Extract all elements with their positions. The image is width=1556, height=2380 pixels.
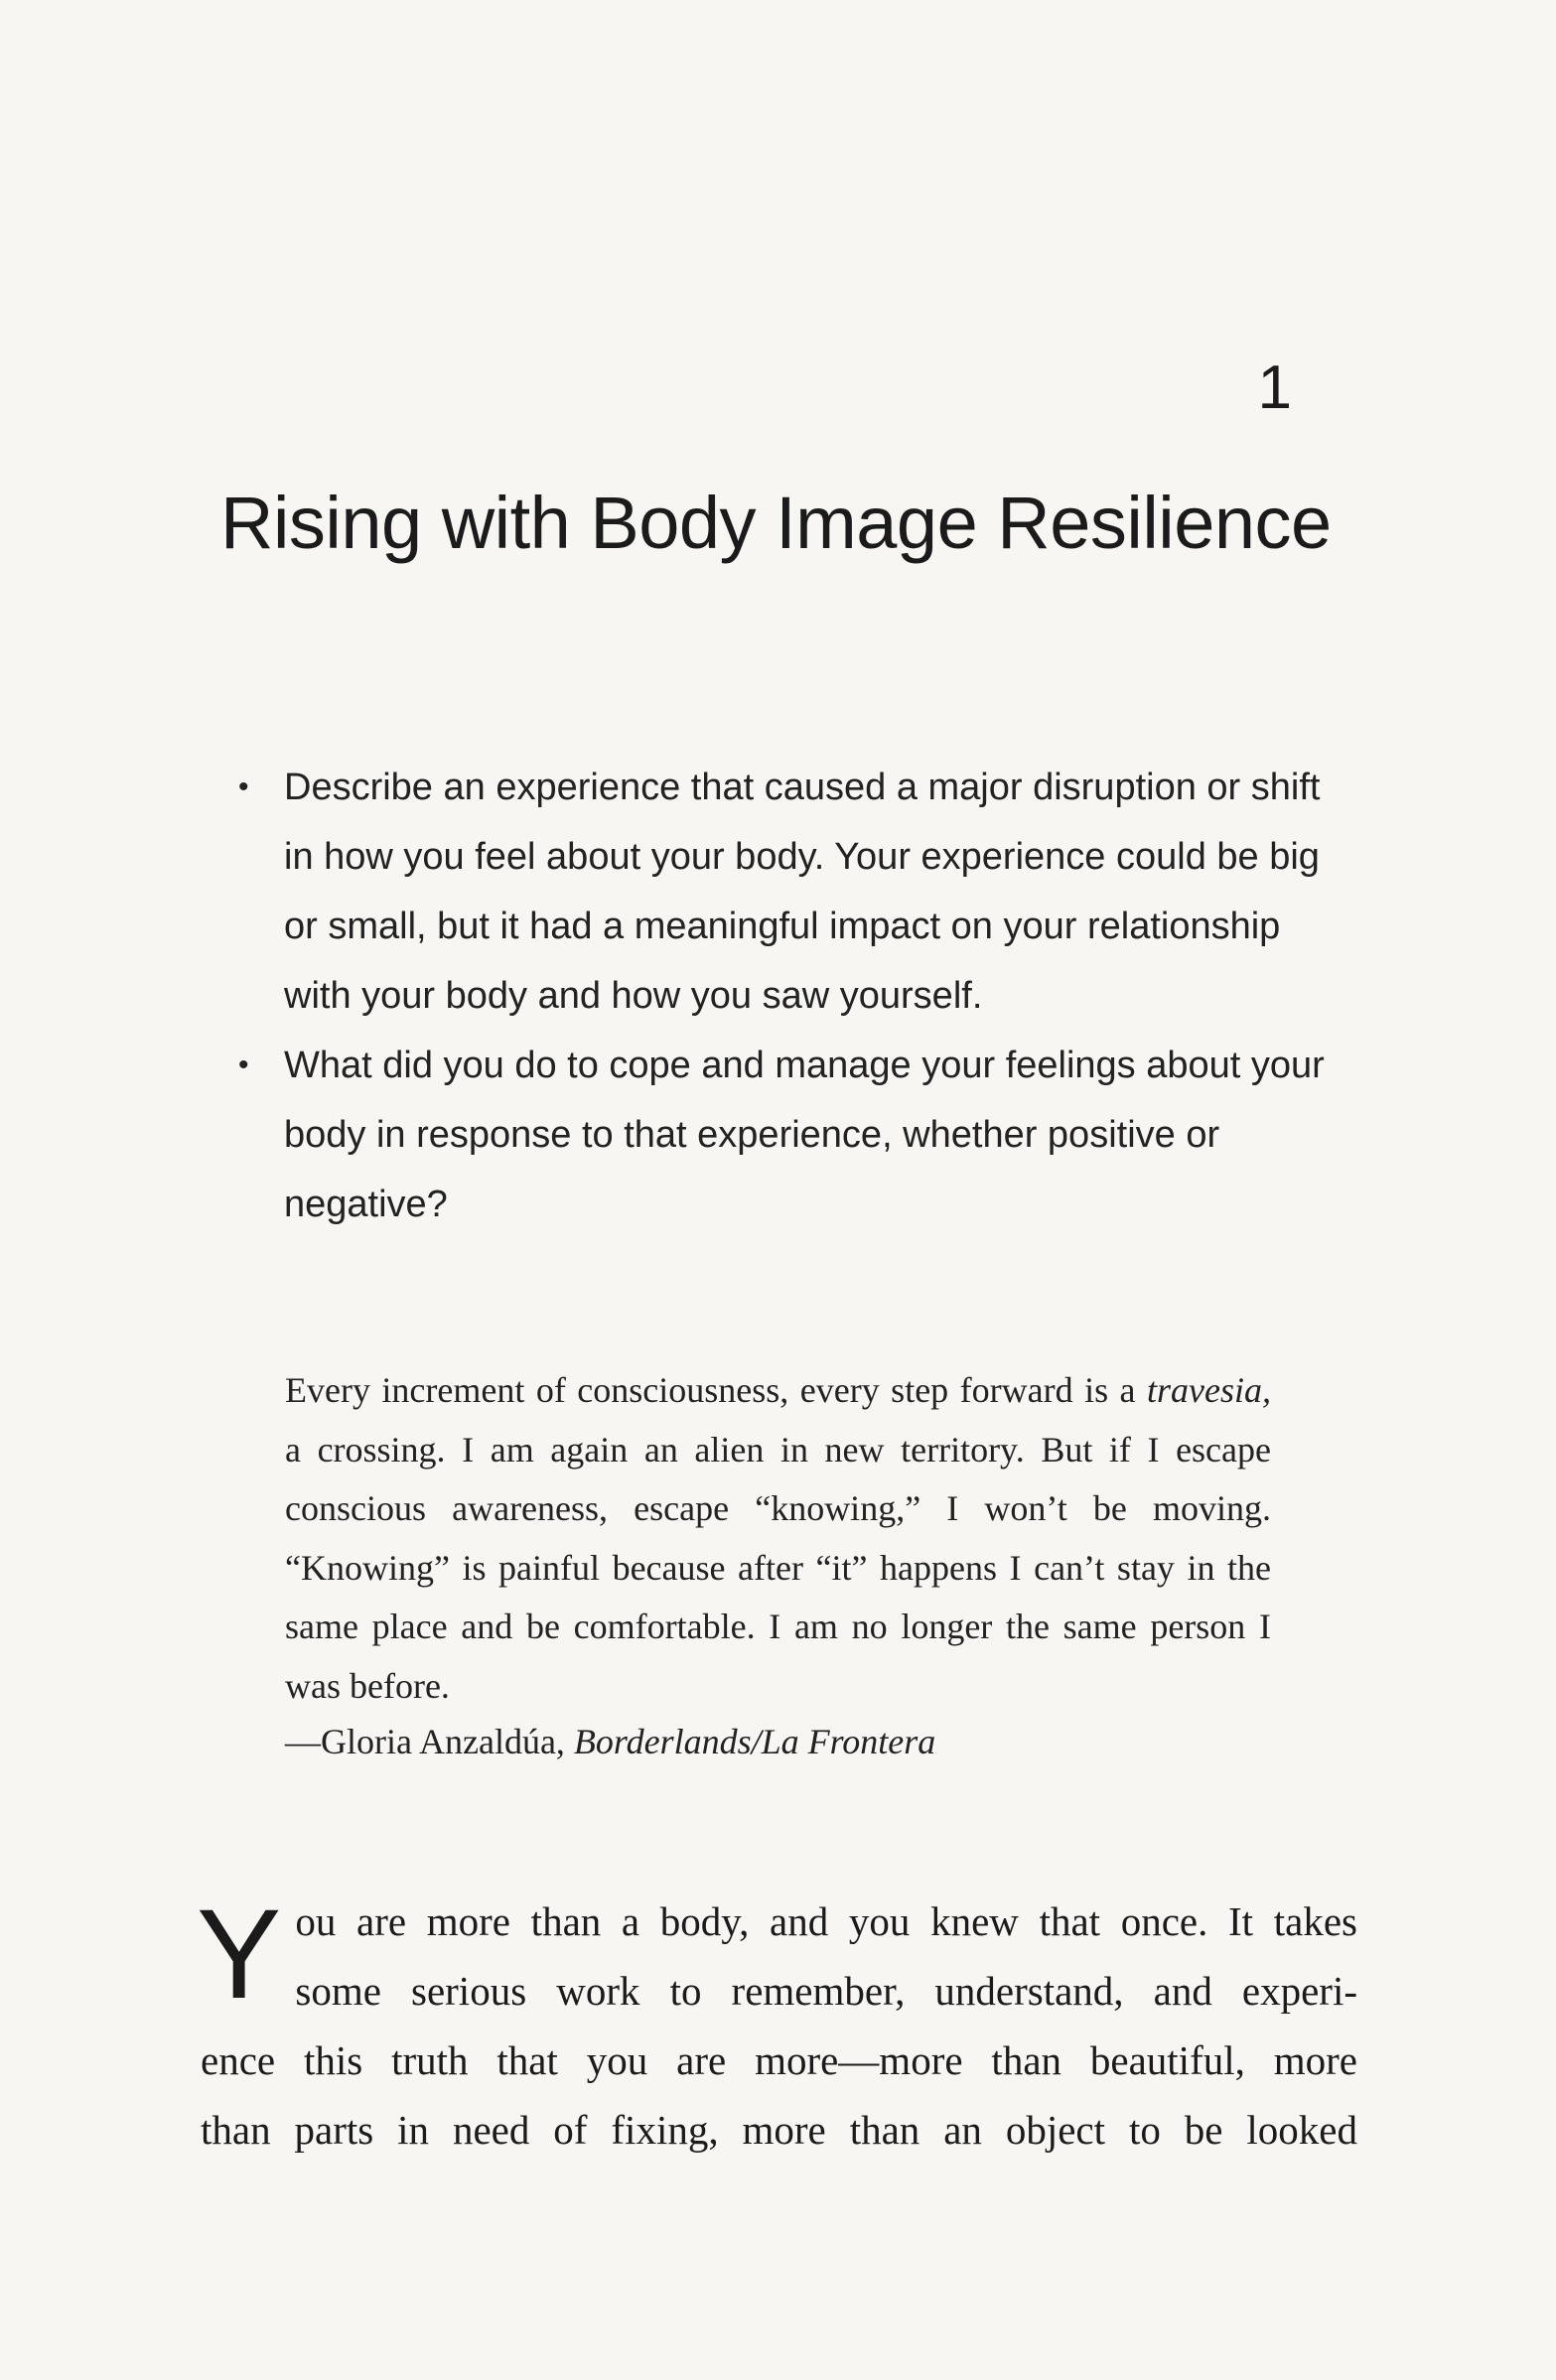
epigraph-rest: a crossing. I am again an alien in new territory. But if I escape conscious awareness, escape “knowing,” I won’t be moving. “Knowing” is painful because after “it” happens I can’t stay in the same place and be comfortable. I am no longer the same person I was before.	[285, 1429, 1271, 1706]
epigraph-lead: Every increment of consciousness, every step forward is a	[285, 1370, 1136, 1410]
epigraph-quote	[285, 1361, 1271, 1716]
epigraph-attribution	[285, 1713, 1271, 1772]
body-line: ence this truth that you are more—more than beautiful, more	[201, 2037, 1357, 2083]
epigraph-italic-word: travesia,	[1147, 1370, 1272, 1410]
prompt-item	[238, 753, 1331, 1031]
attribution-book-title: Borderlands/La Frontera	[573, 1722, 936, 1761]
drop-cap: Y	[197, 1884, 282, 2026]
body-line: ou are more than a body, and you knew that once. It takes	[295, 1898, 1357, 1944]
prompt-item	[238, 1031, 1331, 1239]
prompt-text: Describe an experience that caused a major disruption or shift in how you feel about your body. Your experience could be big or small, but it had a meaningful impact on your relationship with your body and how you saw yourself.	[284, 767, 1321, 1017]
prompt-text: What did you do to cope and manage your feelings about your body in response to that experience, whether positive or negative?	[284, 1045, 1325, 1225]
chapter-number: 1	[1257, 353, 1292, 422]
body-line: some serious work to remember, understand, and experi-	[295, 1968, 1357, 2014]
chapter-title: Rising with Body Image Resilience	[220, 482, 1332, 564]
reflection-prompts	[238, 753, 1331, 1239]
bullet-icon: •	[238, 1049, 249, 1081]
attribution-author: —Gloria Anzaldúa,	[285, 1722, 574, 1761]
body-line: than parts in need of fixing, more than an object to be looked	[201, 2107, 1357, 2153]
bullet-icon: •	[238, 770, 249, 803]
chapter-body	[197, 1884, 1357, 2165]
